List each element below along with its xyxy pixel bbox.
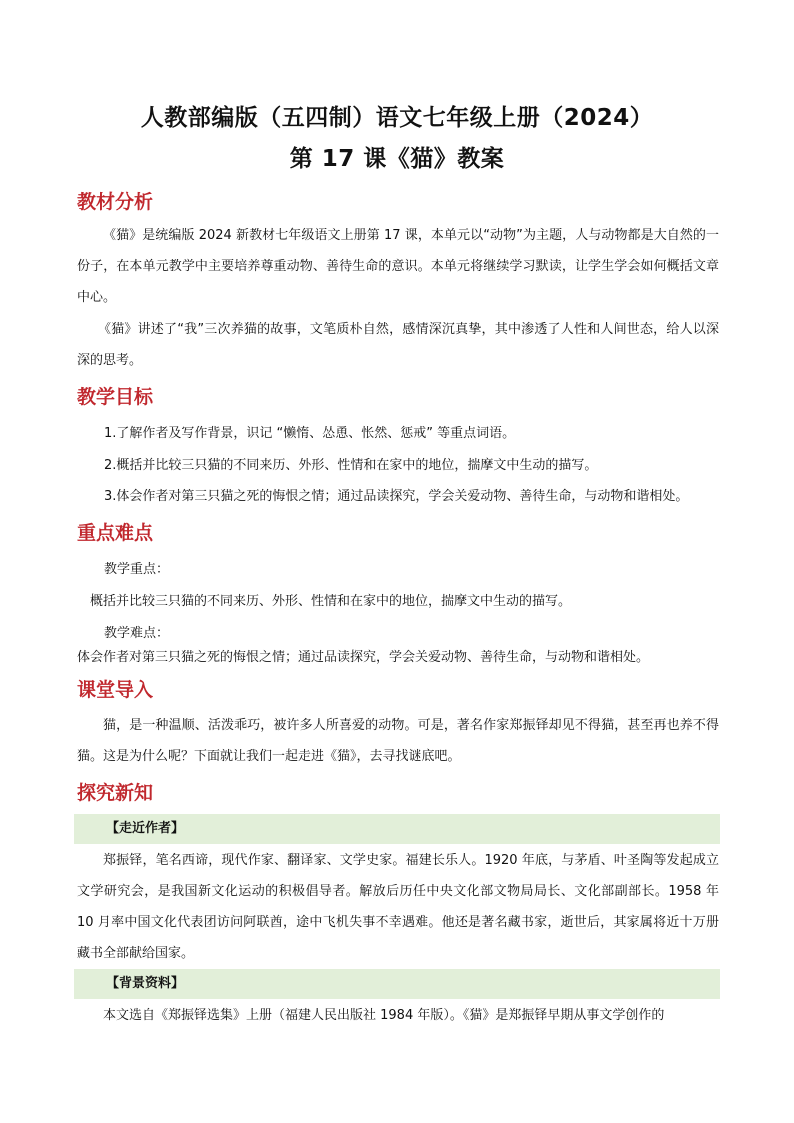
document-title-line1: 人教部编版（五四制）语文七年级上册（2024） [140, 105, 654, 131]
background-section-label: 【背景资料】 [106, 976, 185, 991]
analysis-paragraph-2: 《猫》讲述了“我”三次养猫的故事，文笔质朴自然，感情深沉真挚，其中渗透了人性和人间世态，给人以深深的思考。 [77, 322, 719, 368]
section-heading-explore: 探究新知 [77, 782, 154, 804]
author-paragraph: 郑振铎，笔名西谛，现代作家、翻译家、文学史家。福建长乐人。1920 年底，与茅盾、叶圣陶等发起成立文学研究会，是我国新文化运动的积极倡导者。解放后历任中央文化部文物局局长、文化部副部长。1958 年 10 月率中国文化代表团访问阿联酋，途中飞机失事不幸遇难。他还是著名藏书家，逝世后，其家属将近十万册藏书全部献给国家。 [77, 853, 719, 961]
difficulty-text: 体会作者对第三只猫之死的悔恨之情；通过品读探究，学会关爱动物、善待生命，与动物和谐相处。 [77, 650, 650, 665]
document-title-line2: 第 17 课《猫》教案 [289, 146, 505, 172]
goal-item-2: 2.概括并比较三只猫的不同来历、外形、性情和在家中的地位，揣摩文中生动的描写。 [104, 458, 598, 473]
difficulty-label: 教学难点： [104, 626, 170, 641]
goal-item-1: 1.了解作者及写作背景，识记 “懒惰、怂恿、怅然、惩戒” 等重点词语。 [104, 426, 516, 441]
author-section-label: 【走近作者】 [106, 821, 185, 836]
section-heading-goals: 教学目标 [77, 386, 154, 408]
section-heading-key-points: 重点难点 [77, 522, 154, 544]
section-heading-analysis: 教材分析 [77, 191, 154, 213]
focus-text: 概括并比较三只猫的不同来历、外形、性情和在家中的地位，揣摩文中生动的描写。 [90, 594, 572, 609]
analysis-paragraph-1: 《猫》是统编版 2024 新教材七年级语文上册第 17 课，本单元以“动物”为主题，人与动物都是大自然的一份子，在本单元教学中主要培养尊重动物、善待生命的意识。本单元将继续学习默读，让学生学会如何概括文章中心。 [77, 228, 719, 305]
focus-label: 教学重点： [104, 562, 170, 577]
author-section-band [74, 814, 720, 844]
goal-item-3: 3.体会作者对第三只猫之死的悔恨之情；通过品读探究，学会关爱动物、善待生命，与动物和谐相处。 [104, 489, 689, 504]
background-section-band [74, 969, 720, 999]
intro-paragraph: 猫，是一种温顺、活泼乖巧，被许多人所喜爱的动物。可是，著名作家郑振铎却见不得猫，甚至再也养不得猫。这是为什么呢？下面就让我们一起走进《猫》，去寻找谜底吧。 [77, 718, 719, 764]
section-heading-intro: 课堂导入 [77, 679, 154, 701]
background-paragraph: 本文选自《郑振铎选集》上册（福建人民出版社 1984 年版）。《猫》是郑振铎早期从事文学创作的 [103, 1008, 665, 1023]
